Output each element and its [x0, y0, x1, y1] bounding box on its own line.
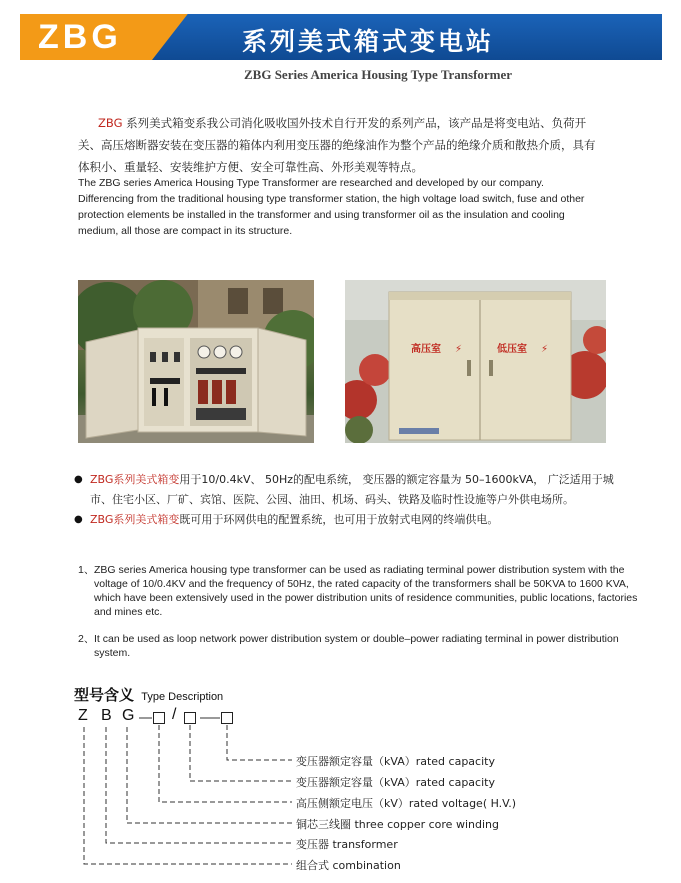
bullet-brand: ZBG系列美式箱变: [90, 513, 180, 526]
item-text: It can be used as loop network power distribution system or double–power radiating terminal in power distribution system.: [94, 633, 619, 659]
intro-brand: ZBG: [98, 116, 123, 130]
item-text: ZBG series America housing type transformer can be used as radiating terminal power distribution system with the voltage of 10/0.4KV and the frequency of 50Hz, the rated capacity of the transformers shall be 50KVA to 1600 KVA, which have been extensively used in the power distribution units of residence communities, public locations, factories and mines etc.: [94, 564, 638, 618]
type-title-en: Type Description: [141, 691, 224, 703]
label-high-voltage: 高压室: [411, 344, 441, 355]
model-letter-z: Z: [78, 707, 88, 724]
bullet-brand: ZBG系列美式箱变: [90, 473, 180, 486]
type-item-rated-voltage: 高压侧额定电压（kV）rated voltage( H.V.): [296, 797, 517, 810]
type-title-zh: 型号含义: [74, 686, 135, 704]
type-item-transformer: 变压器 transformer: [296, 838, 398, 851]
product-code: ZBG: [38, 18, 122, 56]
model-letter-b: B: [101, 707, 112, 724]
type-item-winding: 铜芯三线圈 three copper core winding: [296, 818, 499, 831]
type-item-rated-capacity-2: 变压器额定容量（kVA）rated capacity: [296, 776, 495, 789]
page-subtitle: ZBG Series America Housing Type Transformer: [244, 67, 513, 82]
model-slash: /: [172, 706, 177, 723]
type-item-rated-capacity-1: 变压器额定容量（kVA）rated capacity: [296, 755, 495, 768]
hazard-icon-high: ⚡: [455, 344, 463, 355]
model-letter-g: G: [122, 707, 135, 724]
bullet-text: 既可用于环网供电的配置系统，也可用于放射式电网的终端供电。: [179, 513, 499, 526]
type-item-combination: 组合式 combination: [296, 859, 401, 872]
label-low-voltage: 低压室: [497, 344, 527, 355]
intro-en: The ZBG series America Housing Type Transformer are researched and developed by our company. Differencing from the traditional housing type transformer station, the high voltage load switch, fuse and other protection elements be installed in the transformer and using transformer oil as the insulation and cooling medium, all those are compact in its structure.: [78, 177, 585, 237]
bullet-text: 用于10/0.4kV、 50Hz的配电系统， 变压器的额定容量为 50–1600kVA， 广泛适用于城市、住宅小区、厂矿、宾馆、医院、公园、油田、机场、码头、铁路及临时性设施等户外供电场所。: [90, 473, 614, 506]
item-number: 2、: [78, 633, 95, 645]
hazard-icon-low: ⚡: [541, 344, 549, 355]
intro-zh-text: 系列美式箱变系我公司消化吸收国外技术自行开发的系列产品，该产品是将变电站、负荷开关、高压熔断器安装在变压器的箱体内利用变压器的绝缘油作为整个产品的绝缘介质和散热介质，具有体积小、重量轻、安装维护方便、安全可靠性高、外形美观等特点。: [78, 116, 596, 174]
page-title: 系列美式箱式变电站: [242, 27, 495, 56]
item-number: 1、: [78, 564, 95, 576]
